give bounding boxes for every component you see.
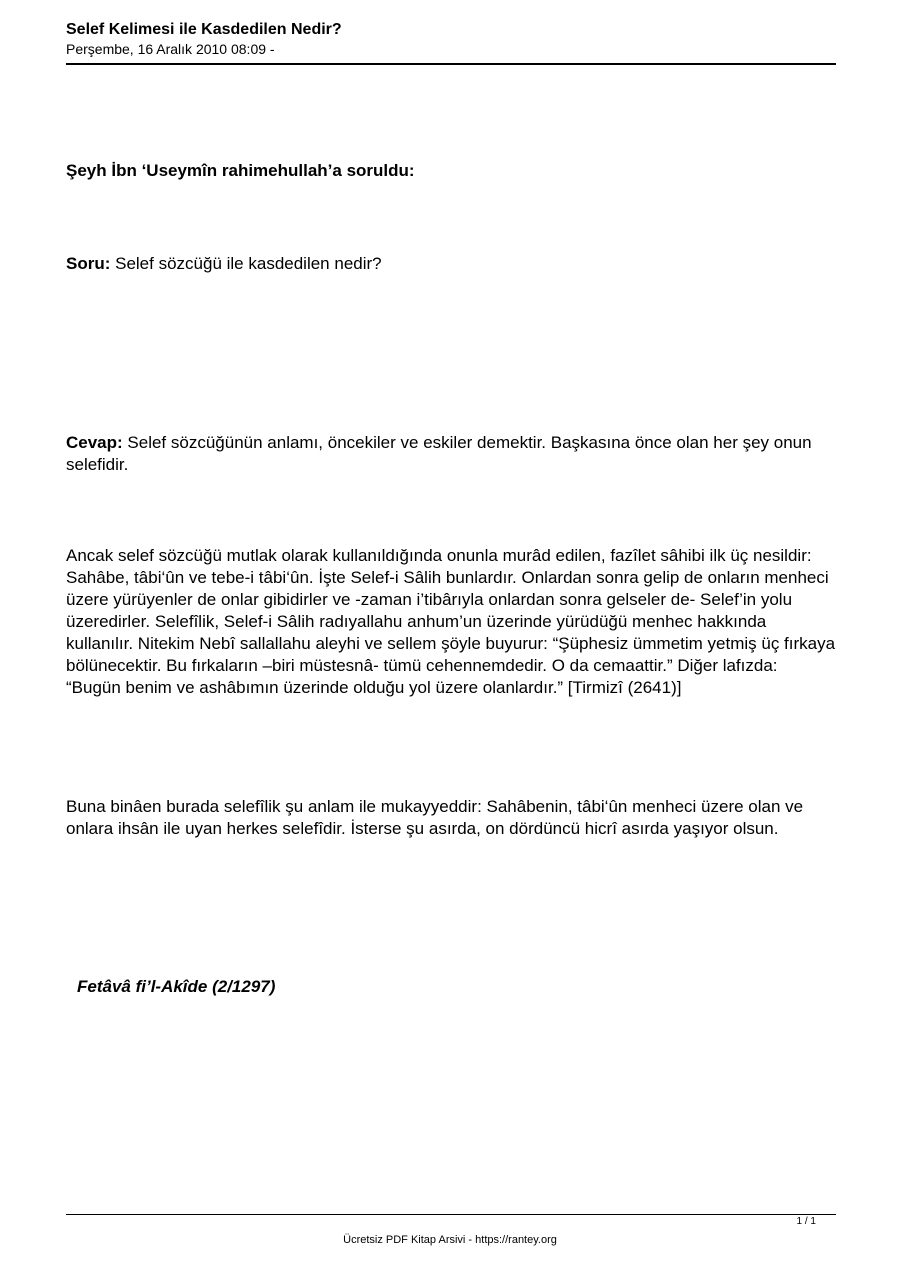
answer-label: Cevap: (66, 433, 123, 452)
page-number: 1 / 1 (796, 1216, 816, 1227)
footer-text: Ücretsiz PDF Kitap Arsivi - https://rantey.org (343, 1234, 557, 1246)
document-title: Selef Kelimesi ile Kasdedilen Nedir? (66, 21, 342, 38)
intro-heading: Şeyh İbn ‘Useymîn rahimehullah’a soruldu: (66, 161, 415, 180)
footer-divider (66, 1214, 836, 1215)
body-paragraph-3: Buna binâen burada selefîlik şu anlam ile mukayyeddir: Sahâbenin, tâbi‘ûn menheci üzere olan ve onlara ihsân ile uyan herkes selefîdir. İsterse şu asırda, on dördüncü hicrî asırda yaşıyor olsun. (66, 797, 804, 838)
document-header (66, 20, 836, 58)
source-citation: Fetâvâ fi’l-Akîde (2/1297) (77, 977, 276, 996)
answer-paragraph (66, 432, 836, 476)
header-divider (66, 63, 836, 65)
answer-text: Selef sözcüğünün anlamı, öncekiler ve eskiler demektir. Başkasına önce olan her şey onun selefidir. (66, 433, 812, 474)
question-text: Selef sözcüğü ile kasdedilen nedir? (110, 254, 382, 273)
question-label: Soru: (66, 254, 111, 273)
question-paragraph (66, 253, 836, 275)
document-date: Perşembe, 16 Aralık 2010 08:09 - (66, 41, 275, 57)
body-paragraph-2: Ancak selef sözcüğü mutlak olarak kullanıldığında onunla murâd edilen, fazîlet sâhibi ilk üç nesildir: Sahâbe, tâbi‘ûn ve tebe-i tâbi‘ûn. İşte Selef-i Sâlih bunlardır. Onlardan sonra gelip de onların menheci üzere yürüyenler de onlar gibidirler ve -zaman i’tibârıyla onlardan sonra gelseler de- Selef’in yolu üzeredirler. Selefîlik, Selef-i Sâlih radıyallahu anhum’un üzerinde yürüdüğü menhec hakkında kullanılır. Nitekim Nebî sallallahu aleyhi ve sellem şöyle buyurur: “Şüphesiz ümmetim yetmiş üç fırkaya bölünecektir. Bu fırkaların –biri müstesnâ- tümü cehennemdedir. O da cemaattir.” Diğer lafızda: “Bugün benim ve ashâbımın üzerinde olduğu yol üzere olanlardır.” [Tirmizî (2641)] (66, 546, 836, 697)
